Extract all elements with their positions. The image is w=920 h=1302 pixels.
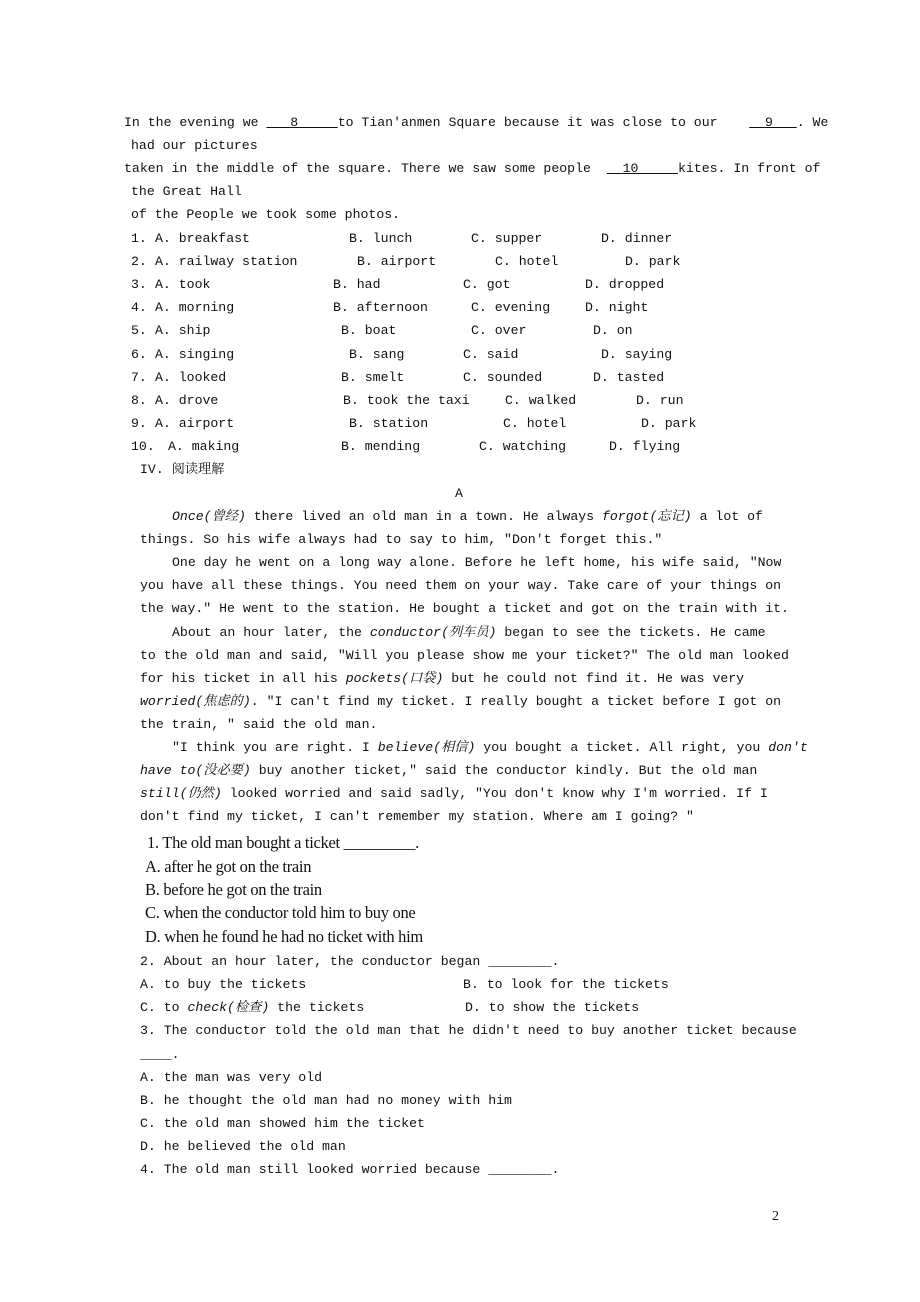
option-c: C. watching <box>479 438 567 454</box>
question-line <box>140 1139 346 1155</box>
text-run: C. when the conductor told him to buy one <box>145 903 416 922</box>
section-heading: IV. 阅读理解 <box>140 462 225 477</box>
text-run: B. he thought the old man had no money with him <box>140 1093 512 1108</box>
answer-blank: _________ <box>343 833 416 852</box>
passage-line <box>172 509 763 525</box>
text-run: 1. The old man bought a ticket <box>147 833 344 852</box>
text-run: A. to buy the tickets <box>140 977 307 992</box>
question-line <box>145 882 322 898</box>
option-a: A. morning <box>155 300 235 316</box>
option-b: B. station <box>349 415 429 431</box>
text-run: the Great Hall <box>131 184 242 199</box>
text-run: things. So his wife always had to say to him, "Don't forget this." <box>140 532 663 548</box>
blank-number: 10 <box>606 161 678 176</box>
text-run: a lot of <box>691 509 763 524</box>
text-run: . "I can't find my ticket. I really bought a ticket before I got on <box>250 693 782 709</box>
option-b: B. had <box>333 277 381 293</box>
text-run: B. to look for the tickets <box>463 977 669 992</box>
passage-line <box>140 601 789 617</box>
option-c: C. over <box>471 323 527 339</box>
glossed-word: check(检查) <box>187 1000 270 1015</box>
text-run: looked worried and said sadly, "You don't know why I'm worried. If I <box>221 786 768 802</box>
text-run: you bought a ticket. All right, you <box>475 740 769 755</box>
text-run: had our pictures <box>131 138 258 153</box>
blank-number: 8 <box>266 115 338 130</box>
option-b: B. mending <box>341 438 421 454</box>
option-b: B. smelt <box>341 369 405 385</box>
option-d: D. flying <box>609 438 681 454</box>
text-run: taken in the middle of the square. There we saw some people <box>124 161 607 176</box>
question-line <box>140 1023 797 1039</box>
question-line <box>145 929 423 945</box>
text-run: "I think you are right. I <box>172 740 378 755</box>
passage-line <box>140 532 662 548</box>
option-d: D. dinner <box>601 231 673 246</box>
text-run: C. the old man showed him the ticket <box>140 1116 425 1131</box>
text-run: A. the man was very old <box>140 1070 323 1085</box>
option-c: C. hotel <box>503 415 567 431</box>
text-run: About an hour later, the <box>172 624 370 640</box>
text-run: the train, " said the old man. <box>140 716 378 732</box>
option-number: 10. <box>131 438 155 454</box>
passage-line <box>172 740 808 756</box>
option-a: A. making <box>168 438 240 454</box>
cloze-passage-line <box>131 184 242 200</box>
passage-title: A <box>455 486 463 501</box>
option-d: D. on <box>593 323 633 339</box>
passage-line <box>140 717 377 733</box>
option-a: A. airport <box>155 415 235 431</box>
option-a: A. railway station <box>155 254 298 270</box>
option-a: A. drove <box>155 392 219 408</box>
passage-line <box>140 671 744 687</box>
question-line <box>140 1093 512 1109</box>
text-run: 4. The old man still looked worried because ________. <box>140 1162 560 1177</box>
text-run: D. when he found he had no ticket with him <box>145 927 423 946</box>
cloze-passage-line <box>124 161 820 177</box>
text-run: D. to show the tickets <box>465 1000 640 1015</box>
glossed-word: Once(曾经) <box>172 509 246 524</box>
cloze-passage-line <box>131 207 400 223</box>
option-d: D. night <box>585 300 649 316</box>
passage-line <box>172 625 766 641</box>
glossed-word: forgot(忘记) <box>601 509 692 524</box>
option-c: C. evening <box>471 300 551 316</box>
option-b: B. lunch <box>349 231 413 246</box>
blank-number: 9 <box>749 115 797 130</box>
option-b: B. took the taxi <box>343 392 470 408</box>
text-run: you have all these things. You need them on your way. Take care of your things on <box>140 578 782 594</box>
glossed-word: don't <box>768 740 808 755</box>
option-a: A. breakfast <box>155 231 250 246</box>
question-line <box>140 1047 180 1063</box>
question-line <box>140 1162 559 1178</box>
option-d: D. park <box>625 254 681 270</box>
option-a: A. took <box>155 277 211 293</box>
question-line <box>463 977 669 993</box>
option-number: 8. <box>131 392 147 408</box>
text-run: 3. The conductor told the old man that he didn't need to buy another ticket because <box>140 1023 797 1038</box>
option-a: A. singing <box>155 346 235 362</box>
question-line <box>140 1070 322 1086</box>
text-run: 2. About an hour later, the conductor began ________. <box>140 954 560 969</box>
question-line <box>140 977 306 993</box>
question-line <box>140 1116 425 1132</box>
text-run: One day he went on a long way alone. Before he left home, his wife said, "Now <box>172 555 782 571</box>
text-run: the way." He went to the station. He bought a ticket and got on the train with it. <box>140 601 789 617</box>
page-number: 2 <box>772 1209 779 1224</box>
option-b: B. airport <box>357 254 437 270</box>
option-number: 7. <box>131 369 147 385</box>
glossed-word: still(仍然) <box>140 786 222 802</box>
option-number: 9. <box>131 415 147 431</box>
option-d: D. tasted <box>593 369 665 385</box>
text-run: kites. In front of <box>677 161 821 176</box>
question-line <box>465 1000 639 1016</box>
glossed-word: have to(没必要) <box>140 763 251 779</box>
option-number: 5. <box>131 323 147 339</box>
question-line <box>145 905 415 921</box>
text-run: the tickets <box>269 1000 365 1015</box>
option-number: 3. <box>131 277 147 293</box>
text-run: there lived an old man in a town. He always <box>245 509 602 524</box>
option-d: D. saying <box>601 346 673 362</box>
glossed-word: worried(焦虑的) <box>140 693 251 709</box>
option-c: C. supper <box>471 231 543 246</box>
glossed-word: conductor(列车员) <box>369 624 497 640</box>
text-run: B. before he got on the train <box>145 880 322 899</box>
passage-line <box>140 786 768 802</box>
text-run: C. to <box>140 1000 188 1015</box>
question-line <box>140 954 559 970</box>
option-number: 1. <box>131 231 147 246</box>
cloze-passage-line <box>124 115 828 131</box>
option-d: D. run <box>636 392 684 408</box>
question-line <box>147 835 419 851</box>
option-c: C. walked <box>505 392 577 408</box>
text-run: D. he believed the old man <box>140 1139 346 1154</box>
text-run: A. after he got on the train <box>145 857 312 876</box>
passage-line <box>172 555 781 571</box>
glossed-word: believe(相信) <box>377 740 476 755</box>
text-run: don't find my ticket, I can't remember my station. Where am I going? " <box>140 809 694 825</box>
passage-line <box>140 763 757 779</box>
option-number: 2. <box>131 254 147 270</box>
text-run: but he could not find it. He was very <box>443 670 745 686</box>
option-b: B. afternoon <box>333 300 428 316</box>
option-d: D. dropped <box>585 277 665 293</box>
text-run: for his ticket in all his <box>140 670 346 686</box>
question-line <box>140 1000 364 1016</box>
option-b: B. boat <box>341 323 397 339</box>
option-a: A. ship <box>155 323 211 339</box>
glossed-word: pockets(口袋) <box>345 670 444 686</box>
option-c: C. got <box>463 277 511 293</box>
option-c: C. hotel <box>495 254 559 270</box>
option-a: A. looked <box>155 369 227 385</box>
option-c: C. said <box>463 346 519 362</box>
text-run: . We <box>796 115 829 130</box>
question-line <box>145 859 311 875</box>
text-run: . <box>415 833 419 852</box>
cloze-passage-line <box>131 138 258 154</box>
passage-line <box>140 648 789 664</box>
text-run: to the old man and said, "Will you please show me your ticket?" The old man looked <box>140 647 789 663</box>
text-run: ____. <box>140 1047 180 1062</box>
option-number: 6. <box>131 346 147 362</box>
passage-line <box>140 694 781 710</box>
option-c: C. sounded <box>463 369 543 385</box>
text-run: to Tian'anmen Square because it was close to our <box>337 115 750 130</box>
text-run: began to see the tickets. He came <box>496 624 766 640</box>
text-run: In the evening we <box>124 115 267 130</box>
text-run: of the People we took some photos. <box>131 207 401 222</box>
option-number: 4. <box>131 300 147 316</box>
option-b: B. sang <box>349 346 405 362</box>
passage-line <box>140 578 781 594</box>
text-run: buy another ticket," said the conductor kindly. But the old man <box>250 763 758 779</box>
passage-line <box>140 809 694 825</box>
option-d: D. park <box>641 415 697 431</box>
